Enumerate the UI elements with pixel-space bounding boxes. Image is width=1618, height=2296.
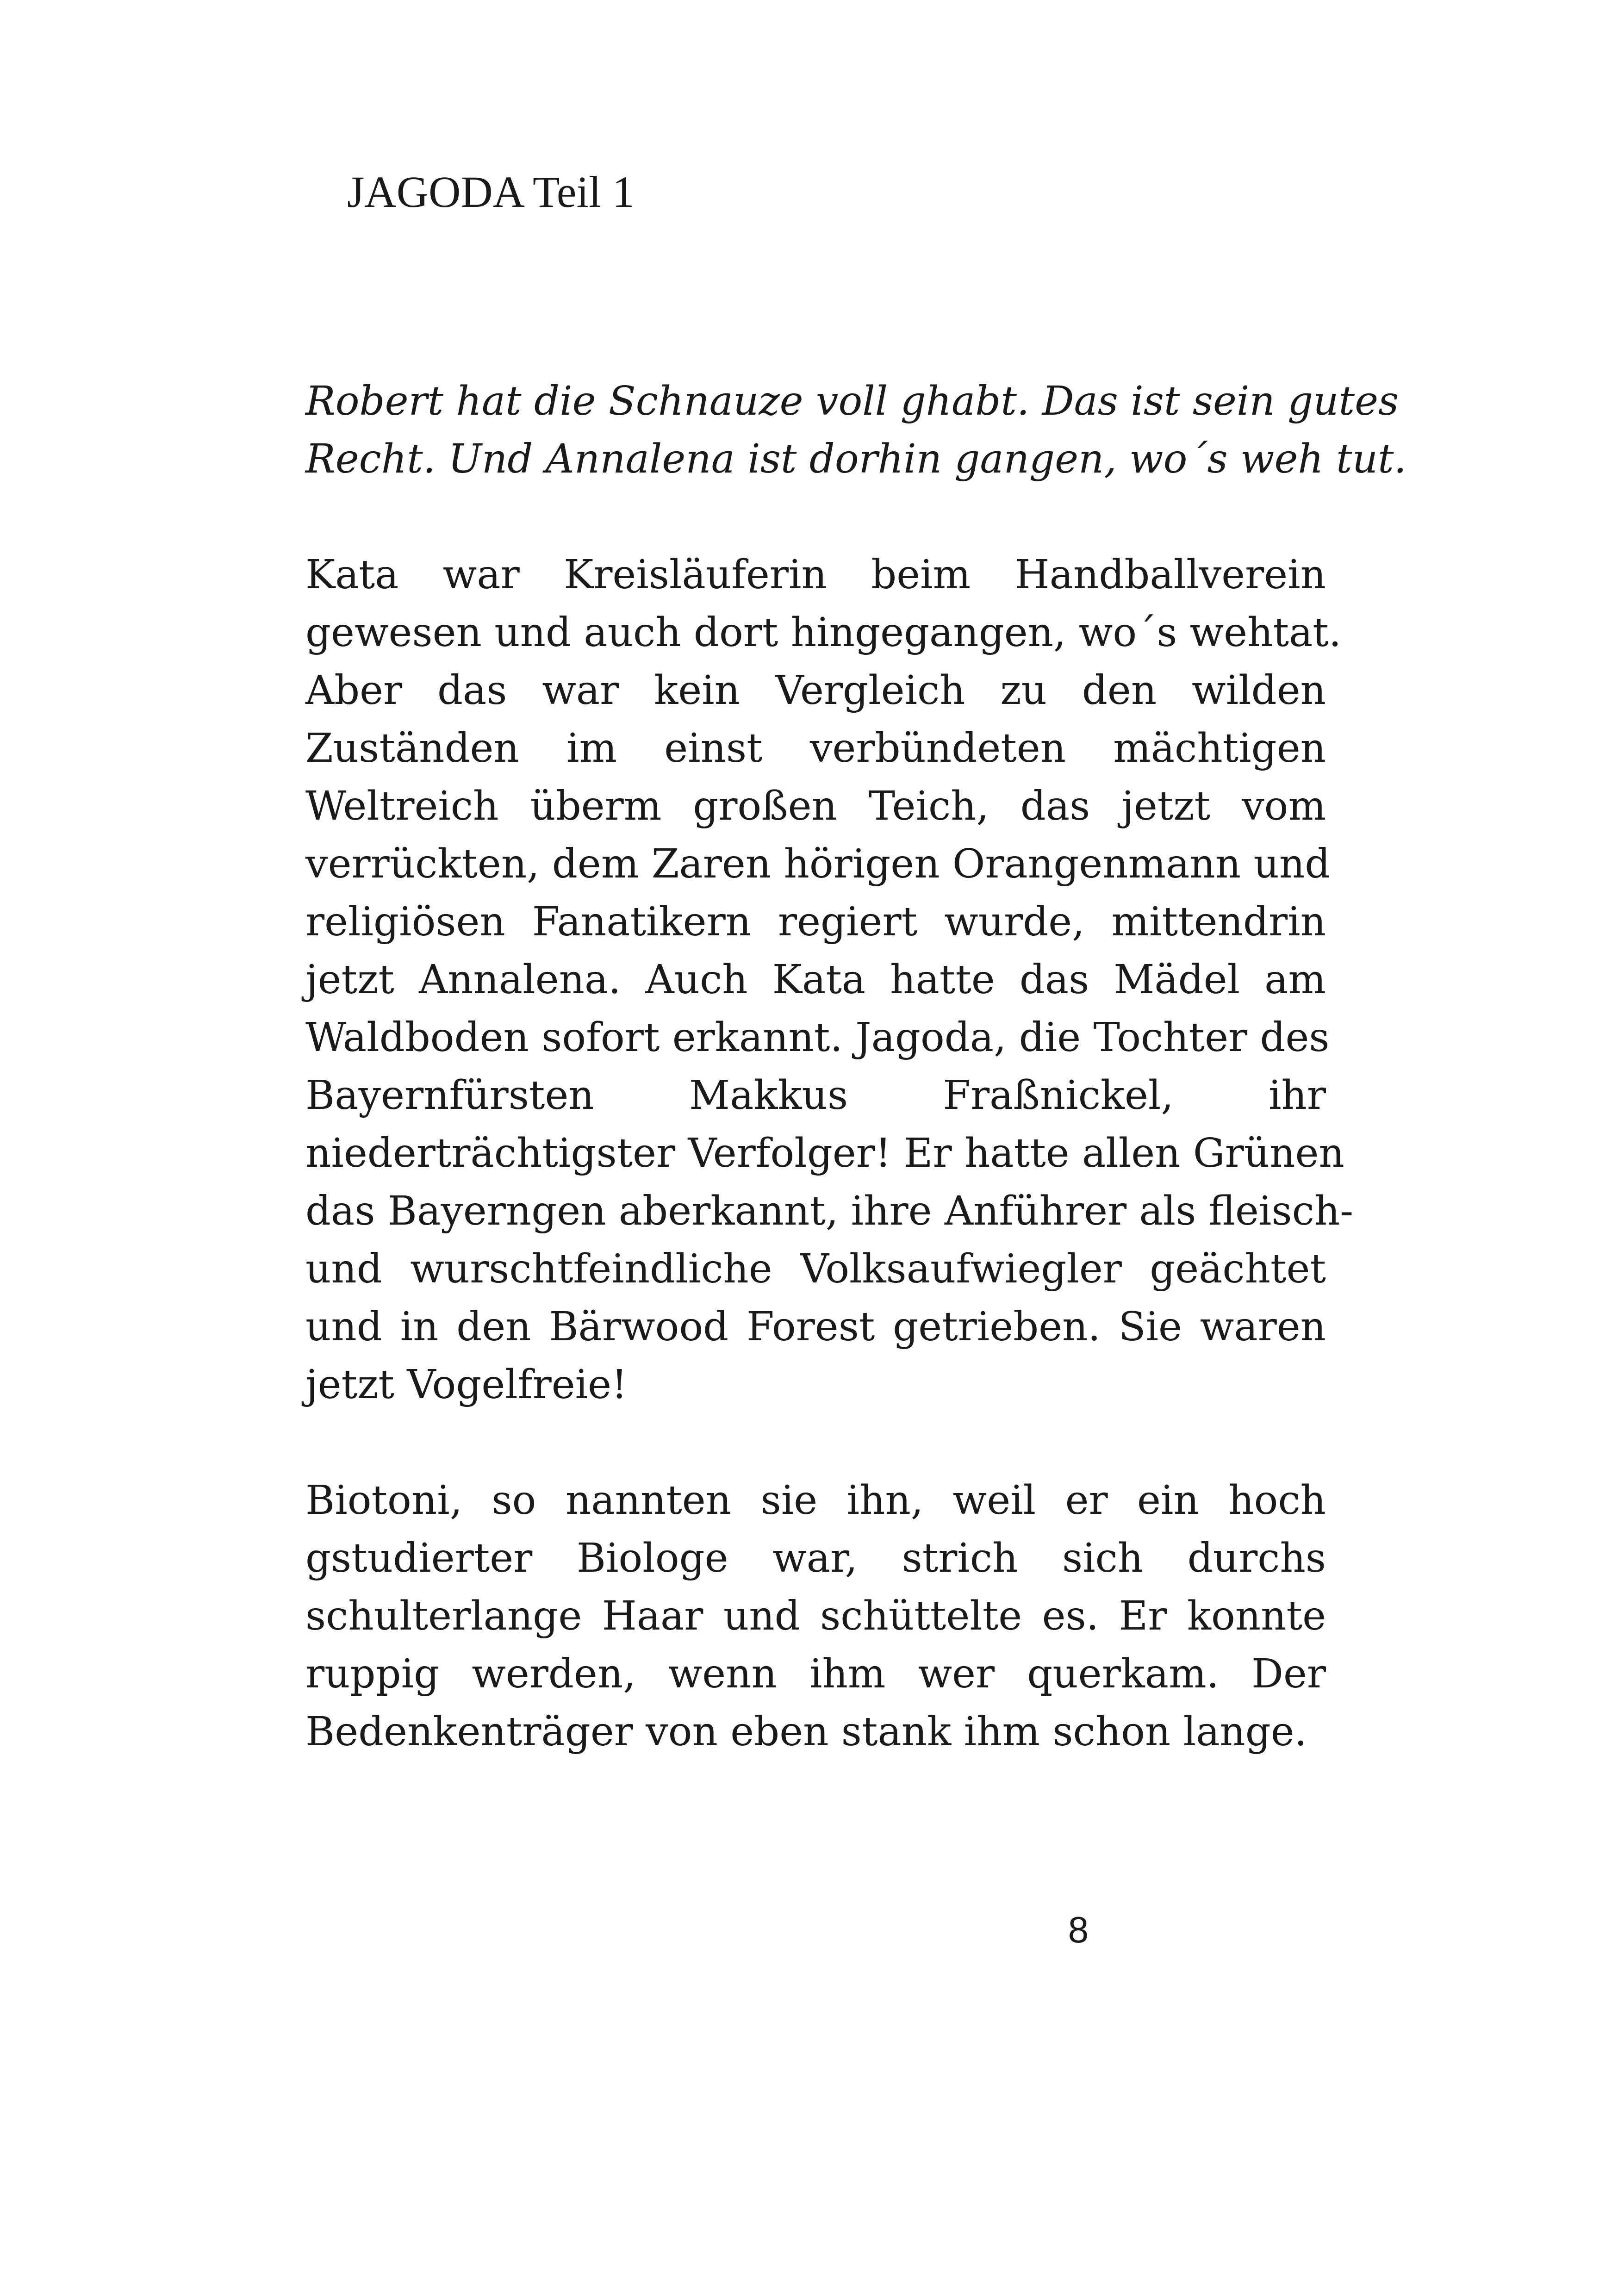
body-text — [305, 373, 1406, 1761]
text-line: jetzt Vogelfreie! — [305, 1362, 628, 1408]
running-header: JAGODA Teil 1 — [347, 167, 635, 217]
text-line: das Bayerngen aberkannt, ihre Anführer als fleisch- — [305, 1188, 1354, 1234]
text-line: verrückten, dem Zaren hörigen Orangenmann und — [305, 841, 1331, 887]
text-line: Aber das war kein Vergleich zu den wilden — [305, 667, 1326, 714]
text-line: schulterlange Haar und schüttelte es. Er konnte — [305, 1593, 1326, 1639]
paragraph-gap — [305, 488, 1326, 546]
text-line: Robert hat die Schnauze voll ghabt. Das ist sein gutes — [305, 378, 1399, 424]
text-line: ruppig werden, wenn ihm wer querkam. Der — [305, 1651, 1326, 1697]
text-line: Weltreich überm großen Teich, das jetzt vom — [305, 783, 1326, 829]
page-number: 8 — [1068, 1909, 1089, 1950]
text-line: Zuständen im einst verbündeten mächtigen — [305, 725, 1326, 772]
text-line: jetzt Annalena. Auch Kata hatte das Mädel am — [305, 957, 1326, 1003]
intro-paragraph — [305, 373, 1406, 488]
paragraph-gap — [305, 1414, 1326, 1472]
text-line: Recht. Und Annalena ist dorhin gangen, wo´s weh tut. — [305, 436, 1406, 482]
text-line: und wurschtfeindliche Volksaufwiegler geächtet — [305, 1246, 1326, 1292]
text-line: gstudierter Biologe war, strich sich durchs — [305, 1535, 1326, 1581]
text-line: Kata war Kreisläuferin beim Handballverein — [305, 552, 1326, 598]
text-line: Bedenkenträger von eben stank ihm schon lange. — [305, 1709, 1307, 1755]
text-line: niederträchtigster Verfolger! Er hatte allen Grünen — [305, 1130, 1344, 1176]
paragraph-one — [305, 546, 1354, 1414]
text-line: Bayernfürsten Makkus Fraßnickel, ihr — [305, 1072, 1326, 1119]
paragraph-two — [305, 1472, 1326, 1761]
text-line: religiösen Fanatikern regiert wurde, mittendrin — [305, 899, 1326, 945]
text-line: Biotoni, so nannten sie ihn, weil er ein hoch — [305, 1477, 1326, 1524]
text-line: gewesen und auch dort hingegangen, wo´s wehtat. — [305, 610, 1342, 656]
text-line: und in den Bärwood Forest getrieben. Sie waren — [305, 1304, 1326, 1350]
text-line: Waldboden sofort erkannt. Jagoda, die Tochter des — [305, 1014, 1330, 1061]
